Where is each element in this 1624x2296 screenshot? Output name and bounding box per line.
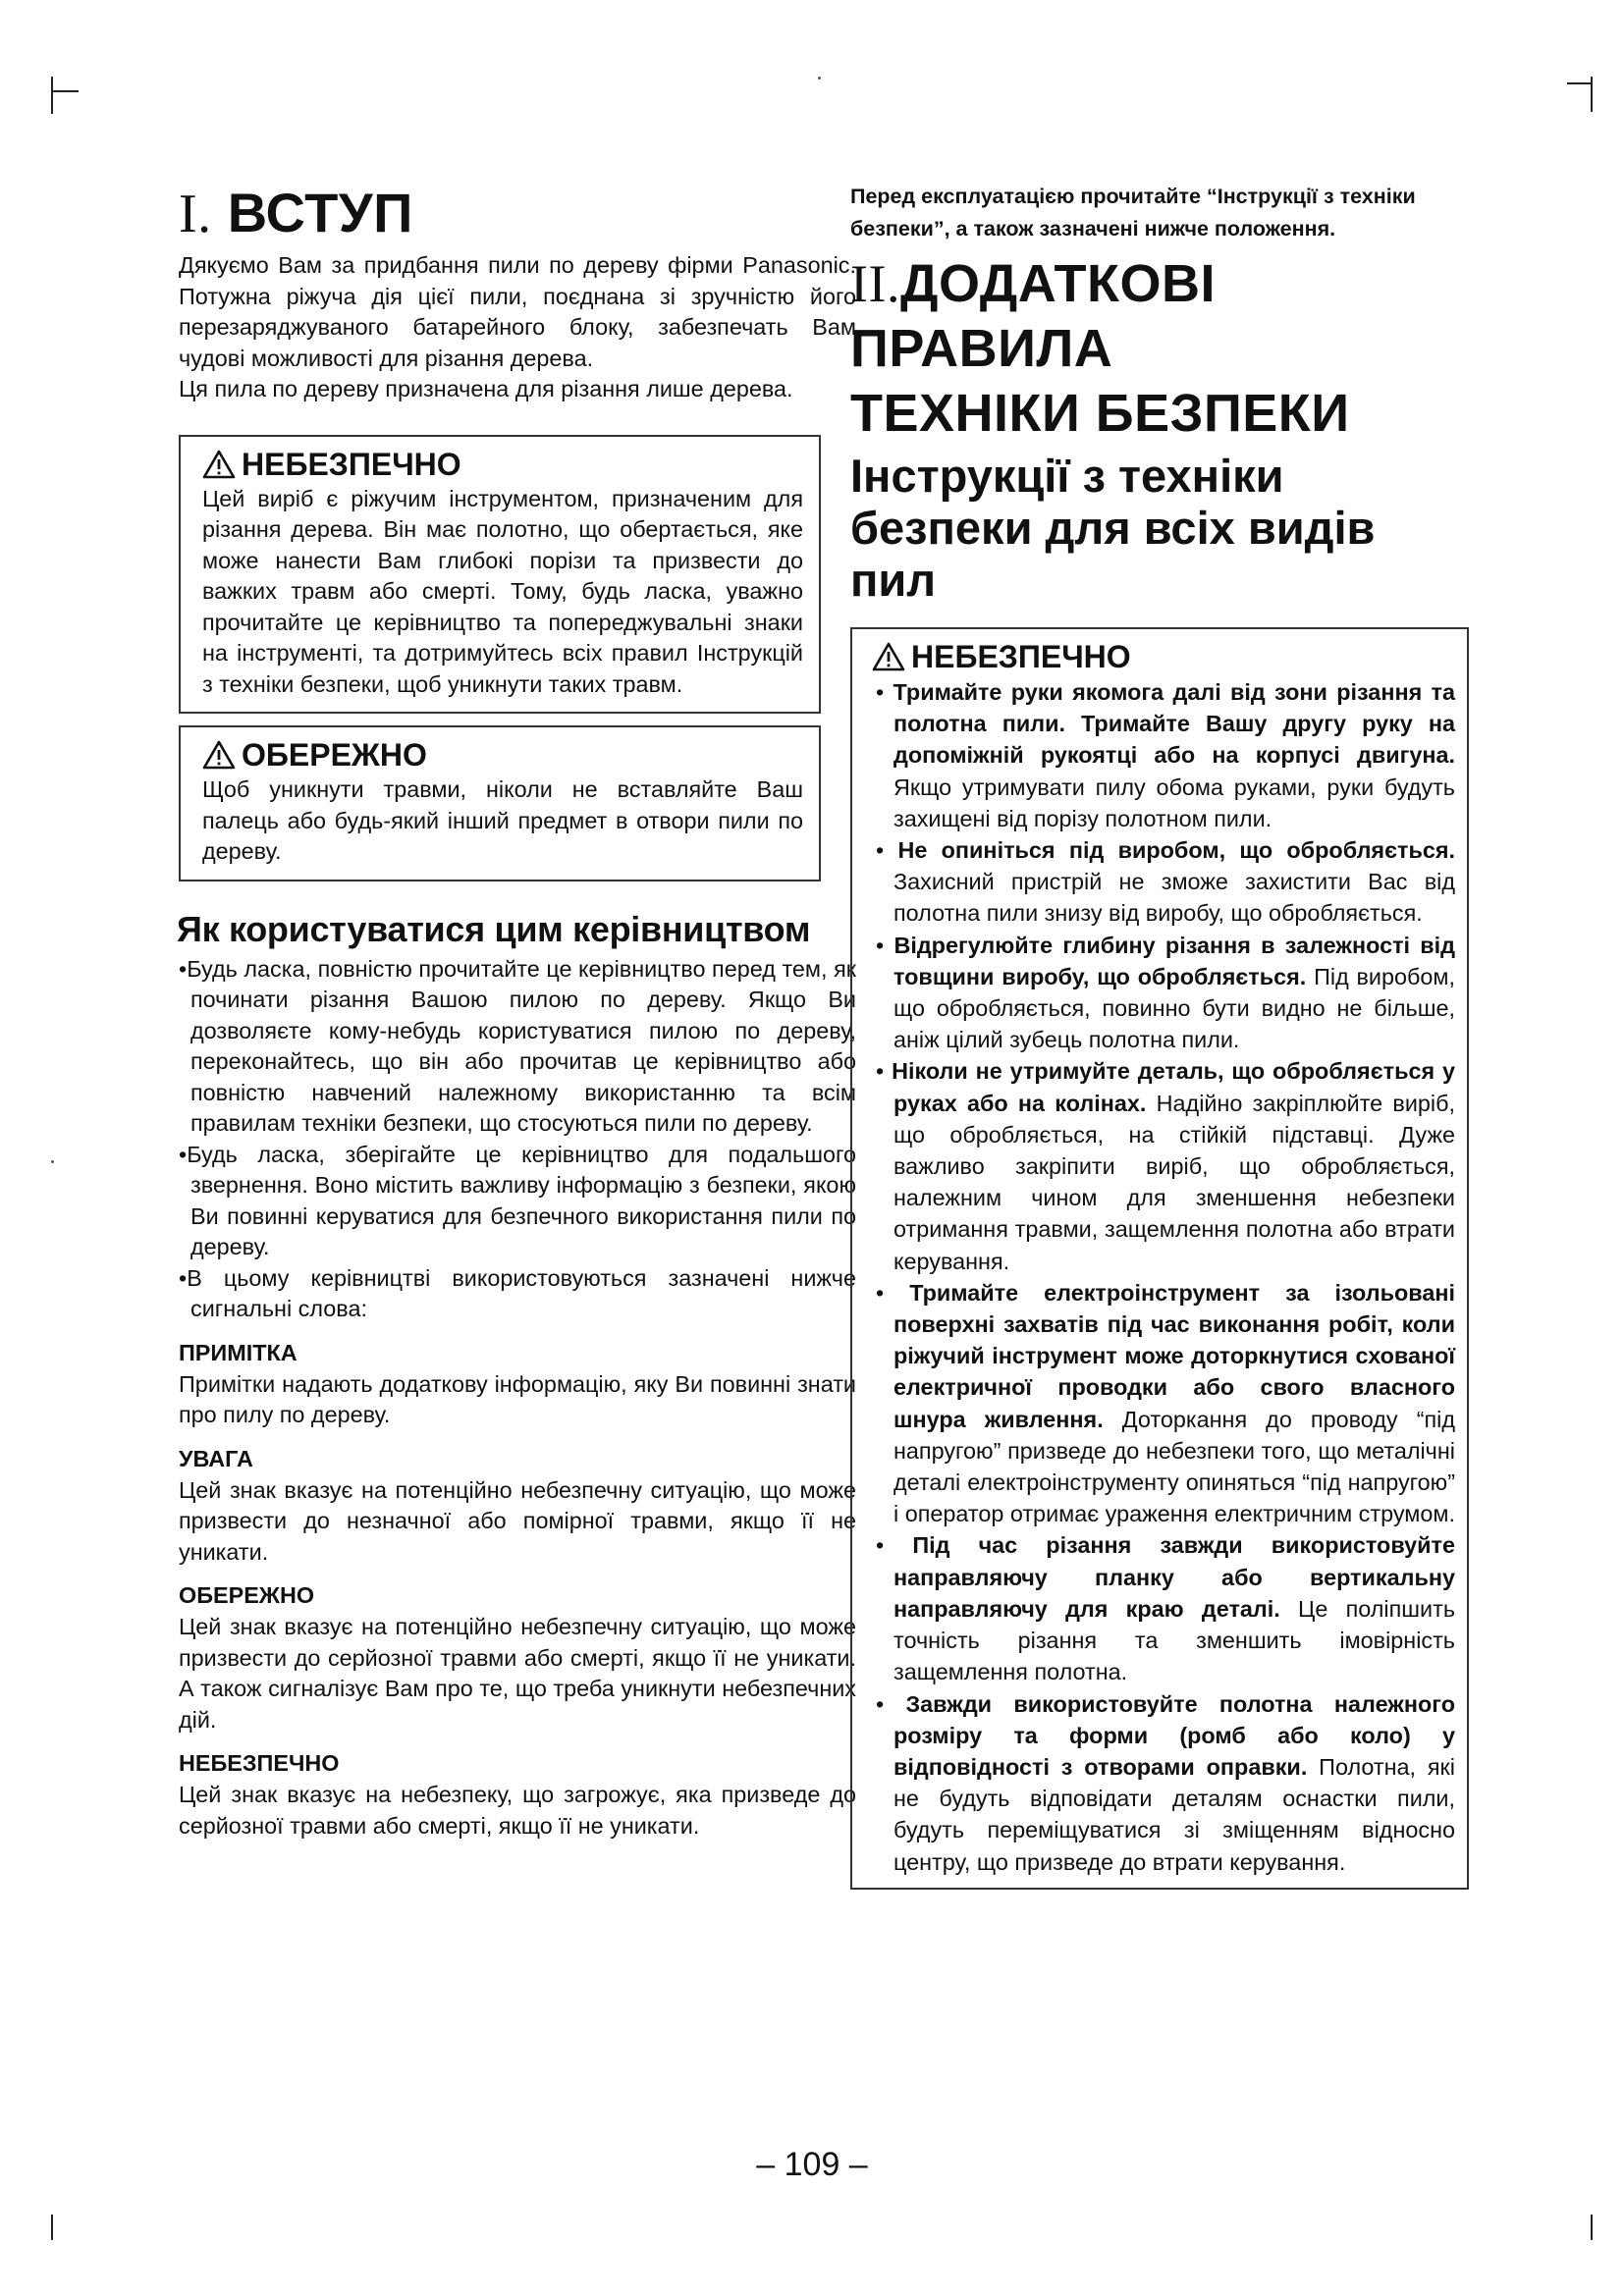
crop-mark-top-left-h	[51, 90, 79, 92]
caution-box-text: Щоб уникнути травми, ніколи не вставляйте Ваш палець або будь-який інший предмет в отвори пили по дереву.	[202, 776, 803, 864]
danger-box-title-text: НЕБЕЗПЕЧНО	[242, 446, 461, 482]
signal-text-caution: Цей знак вказує на потенційно небезпечну ситуацію, що може призвести до серйозної травми або смерті, якщо її не уникати. А також сигналізує Вам про те, що треба уникнути небезпечних дій.	[179, 1614, 856, 1733]
caution-box-title	[202, 737, 803, 773]
signal-text-attention: Цей знак вказує на потенційно небезпечну ситуацію, що може призвести до незначної або помірної травми, якщо її не уникати.	[179, 1476, 856, 1565]
rule-bold: Відрегулюйте глибину різання в залежності від товщини виробу, що обробляється.	[893, 932, 1455, 989]
rule-text: Полотна, які не будуть відповідати деталям оснастки пили, будуть переміщуватися зі зміщенням відносно центру, що призведе до втрати керування.	[893, 1753, 1455, 1875]
section-title-safety-rules	[850, 251, 1455, 446]
crop-mark-bottom-left	[51, 2215, 53, 2240]
rule-text: Під виробом, що обробляється, повинно бути видно не більше, аніж цілий зубець полотна пили.	[893, 963, 1455, 1053]
rule-text: Надійно закріплюйте виріб, що обробляється, на стійкій підставці. Дуже важливо закріпити виріб, що обробляється, належним чином для зменшення небезпеки отримання травми, защемлення полотна або втрати керування.	[893, 1090, 1455, 1274]
caution-box	[179, 725, 821, 881]
rule-bold: Завжди використовуйте полотна належного розміру та форми (ромб або коло) у відповідності з отворами оправки.	[893, 1690, 1455, 1780]
list-item: • Під час різання завжди використовуйте направляючу планку або вертикальну направляючу для краю деталі. Це поліпшить точність різання та зменшить імовірність защемлення полотна.	[876, 1532, 1455, 1685]
registration-dot-top	[818, 77, 821, 80]
signal-text-note: Примітки надають додаткову інформацію, яку Ви повинні знати про пилу по дереву.	[179, 1370, 856, 1427]
danger-box-title	[872, 639, 1455, 674]
rule-bold: Тримайте електроінструмент за ізольовані поверхні захватів під час виконання робіт, коли ріжучий інструмент може доторкнутися схованої електричної проводки або свого власного шнура живлення.	[893, 1279, 1455, 1432]
crop-mark-bottom-right	[1591, 2215, 1593, 2240]
warning-triangle-icon	[872, 642, 905, 671]
crop-mark-top-right-v	[1591, 77, 1593, 112]
rule-text: Захисний пристрій не зможе захистити Вас від полотна пили знизу від виробу, що обробляється.	[893, 869, 1455, 927]
section-subtitle: Інструкції з техніки безпеки для всіх видів пил	[850, 450, 1376, 606]
intro-paragraph-1: Дякуємо Вам за придбання пили по дереву фірми Panasonic. Потужна ріжуча дія цієї пили, поєднана зі зручністю його перезаряджуваного батарейного блоку, забезпечать Вам чудові можливості для різання дерева.	[179, 252, 856, 371]
list-item: •Будь ласка, повністю прочитайте це керівництво перед тем, як починати різання Вашою пилою по дереву. Якщо Ви дозволяєте кому-небудь користуватися пилою по дереву, переконайтесь, що він або прочитав це керівництво або повністю навчений належному використанню та всім правилам техніки безпеки, що стосуються пили по дереву.	[179, 955, 856, 1136]
signal-text-danger: Цей знак вказує на небезпеку, що загрожує, яка призведе до серйозної травми або смерті, якщо її не уникати.	[179, 1782, 856, 1839]
danger-box	[179, 435, 821, 715]
rule-text: Це поліпшить точність різання та зменшить імовірність защемлення полотна.	[893, 1595, 1455, 1685]
safety-rules-list	[872, 676, 1455, 1878]
section-title-line-1: ДОДАТКОВІ ПРАВИЛА	[850, 254, 1216, 378]
right-column	[850, 181, 1455, 1890]
crop-mark-top-left-v	[51, 77, 53, 114]
rule-bold: Не опиніться під виробом, що обробляється.	[897, 837, 1455, 864]
section-title-line-2: ТЕХНІКИ БЕЗПЕКИ	[850, 384, 1350, 443]
rule-bold: Ніколи не утримуйте деталь, що обробляється у руках або на колінах.	[892, 1058, 1455, 1116]
list-item: • Тримайте електроінструмент за ізольовані поверхні захватів під час виконання робіт, коли ріжучий інструмент може доторкнутися схованої електричної проводки або свого власного шнура живлення. Доторкання до проводу “під напругою” призведе до небезпеки того, що металічні деталі електроінструменту опиняться “під напругою” і оператор отримає ураження електричним струмом.	[876, 1279, 1455, 1527]
danger-box-saws	[850, 627, 1469, 1890]
left-column	[179, 181, 856, 1842]
registration-dot-left	[51, 1160, 54, 1163]
section-title-text: ВСТУП	[227, 182, 413, 243]
signal-label-danger: НЕБЕЗПЕЧНО	[179, 1750, 340, 1776]
list-item: • Відрегулюйте глибину різання в залежності від товщини виробу, що обробляється. Під виробом, що обробляється, повинно бути видно не більше, аніж цілий зубець полотна пили.	[876, 932, 1455, 1053]
list-item: •В цьому керівництві використовуються зазначені нижче сигнальні слова:	[179, 1264, 856, 1321]
danger-box-text: Цей виріб є ріжучим інструментом, призначеним для різання дерева. Він має полотно, що обертається, яке може нанести Вам глибокі порізи та призвести до важких травм або смерті. Тому, будь ласка, уважно прочитайте це керівництво та попереджувальні знаки на інструменті, та дотримуйтесь всіх правил Інструкцій з техніки безпеки, щоб уникнути таких травм.	[202, 485, 803, 697]
rule-bold: Під час різання завжди використовуйте направляючу планку або вертикальну направляючу для краю деталі.	[893, 1532, 1455, 1622]
signal-label-note: ПРИМІТКА	[179, 1339, 298, 1365]
danger-box-title-text: НЕБЕЗПЕЧНО	[911, 639, 1131, 674]
read-first-note: Перед експлуатацією прочитайте “Інструкції з техніки безпеки”, а також зазначені нижче положення.	[850, 185, 1416, 240]
list-item: • Тримайте руки якомога далі від зони різання та полотна пили. Тримайте Вашу другу руку на допоміжній рукоятці або на корпусі двигуна. Якщо утримувати пилу обома руками, руки будуть захищені від порізу полотном пили.	[876, 679, 1455, 831]
section-title-roman: II.	[850, 254, 900, 313]
caution-box-title-text: ОБЕРЕЖНО	[242, 737, 427, 773]
list-item: • Ніколи не утримуйте деталь, що обробляється у руках або на колінах. Надійно закріплюйте виріб, що обробляється, на стійкій підставці. Дуже важливо закріпити виріб, що обробляється, належним чином для зменшення небезпеки отримання травми, защемлення полотна або втрати керування.	[876, 1058, 1455, 1274]
signal-label-attention: УВАГА	[179, 1445, 253, 1471]
rule-text: Якщо утримувати пилу обома руками, руки будуть захищені від порізу полотном пили.	[893, 774, 1455, 831]
rule-text: Доторкання до проводу “під напругою” призведе до небезпеки того, що металічні деталі електроінструменту опиняться “під напругою” і оператор отримає ураження електричним струмом.	[893, 1406, 1455, 1527]
list-item: • Завжди використовуйте полотна належного розміру та форми (ромб або коло) у відповідності з отворами оправки. Полотна, які не будуть відповідати деталям оснастки пили, будуть переміщуватися зі зміщенням відносно центру, що призведе до втрати керування.	[876, 1690, 1455, 1875]
signal-label-caution: ОБЕРЕЖНО	[179, 1582, 315, 1608]
rule-bold: Тримайте руки якомога далі від зони різання та полотна пили. Тримайте Вашу другу руку на допоміжній рукоятці або на корпусі двигуна.	[893, 679, 1455, 769]
list-item: • Не опиніться під виробом, що обробляється. Захисний пристрій не зможе захистити Вас від полотна пили знизу від виробу, що обробляється.	[876, 837, 1455, 927]
warning-triangle-icon	[202, 450, 236, 479]
intro-paragraph-2: Ця пила по дереву призначена для різання лише дерева.	[179, 376, 793, 401]
section-title-introduction	[179, 181, 856, 246]
howto-heading: Як користуватися цим керівництвом	[177, 908, 811, 949]
danger-box-title	[202, 447, 803, 482]
section-title-roman: I.	[179, 184, 212, 244]
howto-list	[179, 954, 856, 1325]
page-number: – 109 –	[756, 2146, 868, 2183]
list-item: •Будь ласка, зберігайте це керівництво для подальшого звернення. Воно містить важливу інформацію з безпеки, якою Ви повинні керуватися для безпечного використання пили по дереву.	[179, 1141, 856, 1259]
warning-triangle-icon	[202, 740, 236, 770]
crop-mark-top-right-h	[1567, 82, 1593, 84]
